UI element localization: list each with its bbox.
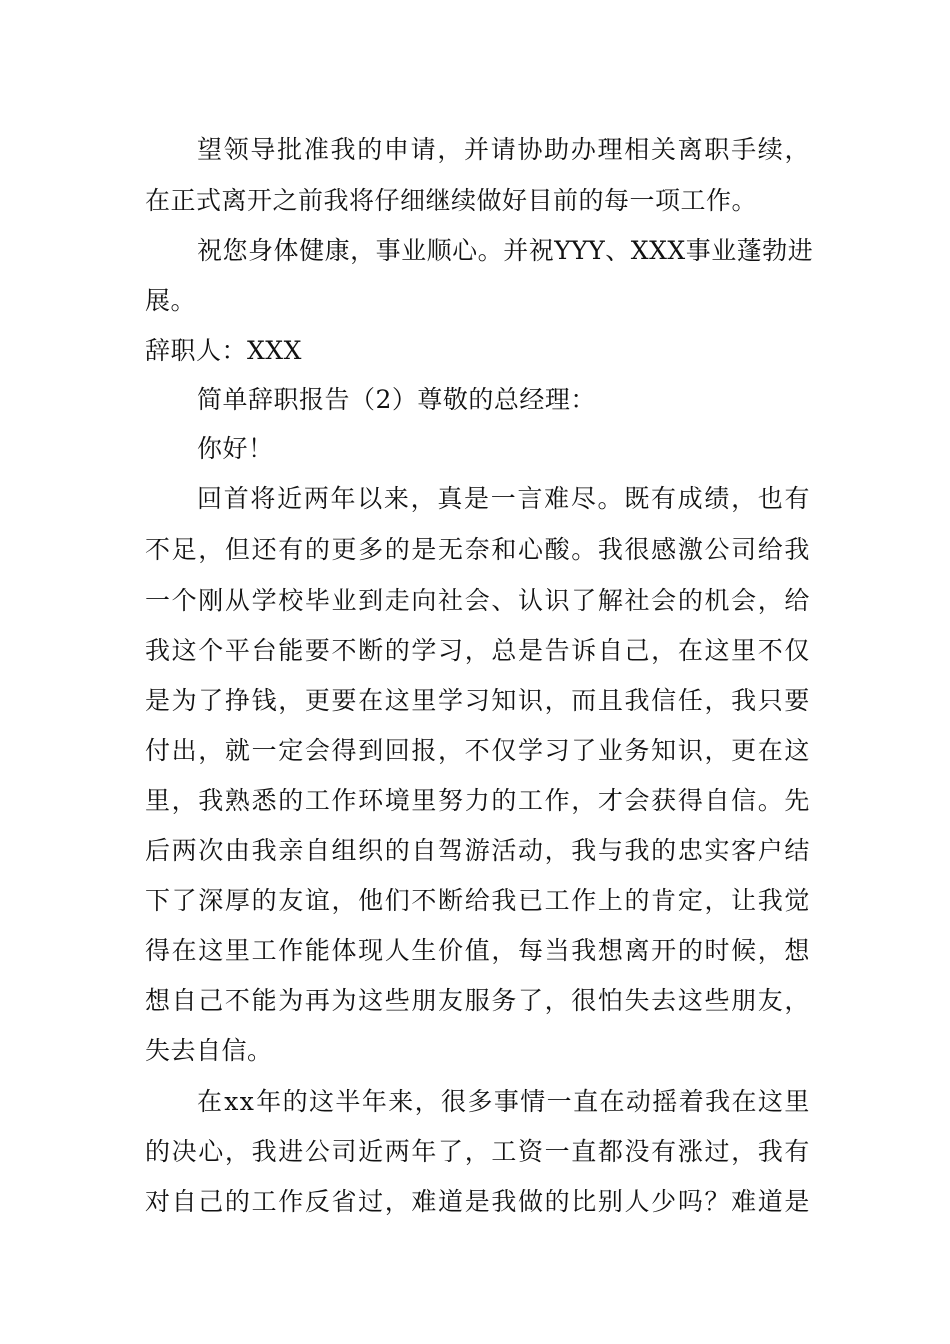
paragraph-line: 望 领 导 批 准 我 的 申 请 ， 并 请 协 助 办 理 相 关 离 职 手 续 ， (197, 135, 810, 164)
paragraph-line: 展。 (145, 286, 197, 315)
paragraph-line: 在正式离开之前我将仔细继续做好目前的每一项工作。 (145, 186, 758, 215)
signature-line: 辞职人：XXX (145, 336, 302, 365)
paragraph-line: 在 x x 年 的 这 半 年 来 ， 很 多 事 情 一 直 在 动 摇 着 我 在 这 里 (197, 1087, 810, 1116)
paragraph-line: 后 两 次 由 我 亲 自 组 织 的 自 驾 游 活 动 ， 我 与 我 的 忠 实 客 户 结 (145, 836, 810, 865)
paragraph-line: 想 自 己 不 能 为 再 为 这 些 朋 友 服 务 了 ， 很 怕 失 去 这 些 朋 友 ， (145, 986, 810, 1015)
paragraph-line: 付 出 ， 就 一 定 会 得 到 回 报 ， 不 仅 学 习 了 业 务 知 识 ， 更 在 这 (145, 736, 810, 765)
paragraph-line: 的 决 心 ， 我 进 公 司 近 两 年 了 ， 工 资 一 直 都 没 有 涨 过 ， 我 有 (145, 1137, 810, 1166)
paragraph-line: 一 个 刚 从 学 校 毕 业 到 走 向 社 会 、 认 识 了 解 社 会 的 机 会 ， 给 (145, 586, 810, 615)
paragraph-line: 失去自信。 (145, 1036, 273, 1065)
paragraph-line: 是 为 了 挣 钱 ， 更 要 在 这 里 学 习 知 识 ， 而 且 我 信 任 ， 我 只 要 (145, 686, 810, 715)
section-heading: 简单辞职报告（2）尊敬的总经理： (197, 385, 596, 414)
paragraph-line: 对 自 己 的 工 作 反 省 过 ， 难 道 是 我 做 的 比 别 人 少 吗 ？ 难 道 是 (145, 1187, 810, 1216)
paragraph-line: 得 在 这 里 工 作 能 体 现 人 生 价 值 ， 每 当 我 想 离 开 的 时 候 ， 想 (145, 936, 810, 965)
paragraph-line: 里 ， 我 熟 悉 的 工 作 环 境 里 努 力 的 工 作 ， 才 会 获 得 自 信 。 先 (145, 786, 810, 815)
paragraph-line: 我 这 个 平 台 能 要 不 断 的 学 习 ， 总 是 告 诉 自 己 ， 在 这 里 不 仅 (145, 636, 810, 665)
greeting-line: 你好！ (197, 434, 274, 463)
paragraph-line: 回 首 将 近 两 年 以 来 ， 真 是 一 言 难 尽 。 既 有 成 绩 ， 也 有 (197, 484, 810, 513)
paragraph-line: 祝 您 身 体 健 康 ， 事 业 顺 心 。 并 祝 Y Y Y 、 X X X 事 业 蓬 勃 进 (197, 236, 814, 265)
paragraph-line: 不 足 ， 但 还 有 的 更 多 的 是 无 奈 和 心 酸 。 我 很 感 激 公 司 给 我 (145, 535, 810, 564)
paragraph-line: 下 了 深 厚 的 友 谊 ， 他 们 不 断 给 我 已 工 作 上 的 肯 定 ， 让 我 觉 (145, 886, 810, 915)
